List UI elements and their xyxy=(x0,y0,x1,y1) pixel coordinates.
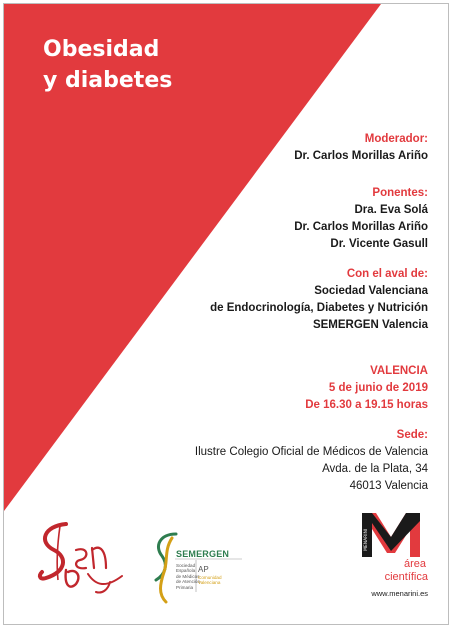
event-time: De 16.30 a 19.15 horas xyxy=(305,399,428,411)
title-line-1: Obesidad xyxy=(43,37,160,62)
venue-name: Ilustre Colegio Oficial de Médicos de Valencia xyxy=(194,446,428,458)
semergen-region-line: Valenciana xyxy=(198,580,221,586)
semergen-logo xyxy=(146,526,242,608)
semergen-subtitle-line: Sociedad xyxy=(176,563,196,568)
menarini-m-icon xyxy=(360,511,428,559)
speakers-section xyxy=(294,185,428,253)
venue-section xyxy=(195,427,428,495)
sen-logo xyxy=(36,520,128,594)
semergen-subtitle xyxy=(176,563,200,590)
venue-postcode: 46013 Valencia xyxy=(349,480,428,492)
venue-heading: Sede: xyxy=(396,429,428,441)
menarini-website: www.menarini.es xyxy=(371,589,428,598)
semergen-subtitle-line: de Médicos xyxy=(176,573,200,579)
semergen-subtitle-line: de Atención xyxy=(176,579,201,585)
moderator-name: Dr. Carlos Morillas Ariño xyxy=(294,150,428,162)
title-line-2: y diabetes xyxy=(43,68,173,93)
poster-title xyxy=(43,34,172,96)
event-date-section xyxy=(305,363,428,414)
menarini-vertical-text: MENARINI xyxy=(364,528,369,551)
speaker-name: Dra. Eva Solá xyxy=(354,204,428,216)
endorsement-line: de Endocrinología, Diabetes y Nutrición xyxy=(210,302,428,314)
endorsement-heading: Con el aval de: xyxy=(346,268,428,280)
semergen-ap: AP xyxy=(198,565,209,574)
event-city: VALENCIA xyxy=(370,365,428,377)
endorsement-line: SEMERGEN Valencia xyxy=(312,319,428,331)
speaker-name: Dr. Vicente Gasull xyxy=(330,238,428,250)
semergen-region-line: Comunidad xyxy=(198,575,222,580)
speakers-heading: Ponentes: xyxy=(372,187,428,199)
venue-address: Avda. de la Plata, 34 xyxy=(322,463,428,475)
endorsement-section xyxy=(210,266,428,334)
semergen-brand: SEMERGEN xyxy=(176,549,230,559)
speaker-name: Dr. Carlos Morillas Ariño xyxy=(294,221,428,233)
semergen-region xyxy=(198,575,222,586)
semergen-subtitle-line: Primaria xyxy=(176,584,194,590)
endorsement-line: Sociedad Valenciana xyxy=(314,285,428,297)
semergen-subtitle-line: Española xyxy=(176,568,196,574)
menarini-area-cientifica-logo xyxy=(360,511,428,601)
moderator-section xyxy=(294,131,428,165)
moderator-heading: Moderador: xyxy=(364,133,428,145)
event-date: 5 de junio de 2019 xyxy=(328,382,428,394)
area-label: área xyxy=(403,558,426,570)
cientifica-label: científica xyxy=(384,571,428,583)
